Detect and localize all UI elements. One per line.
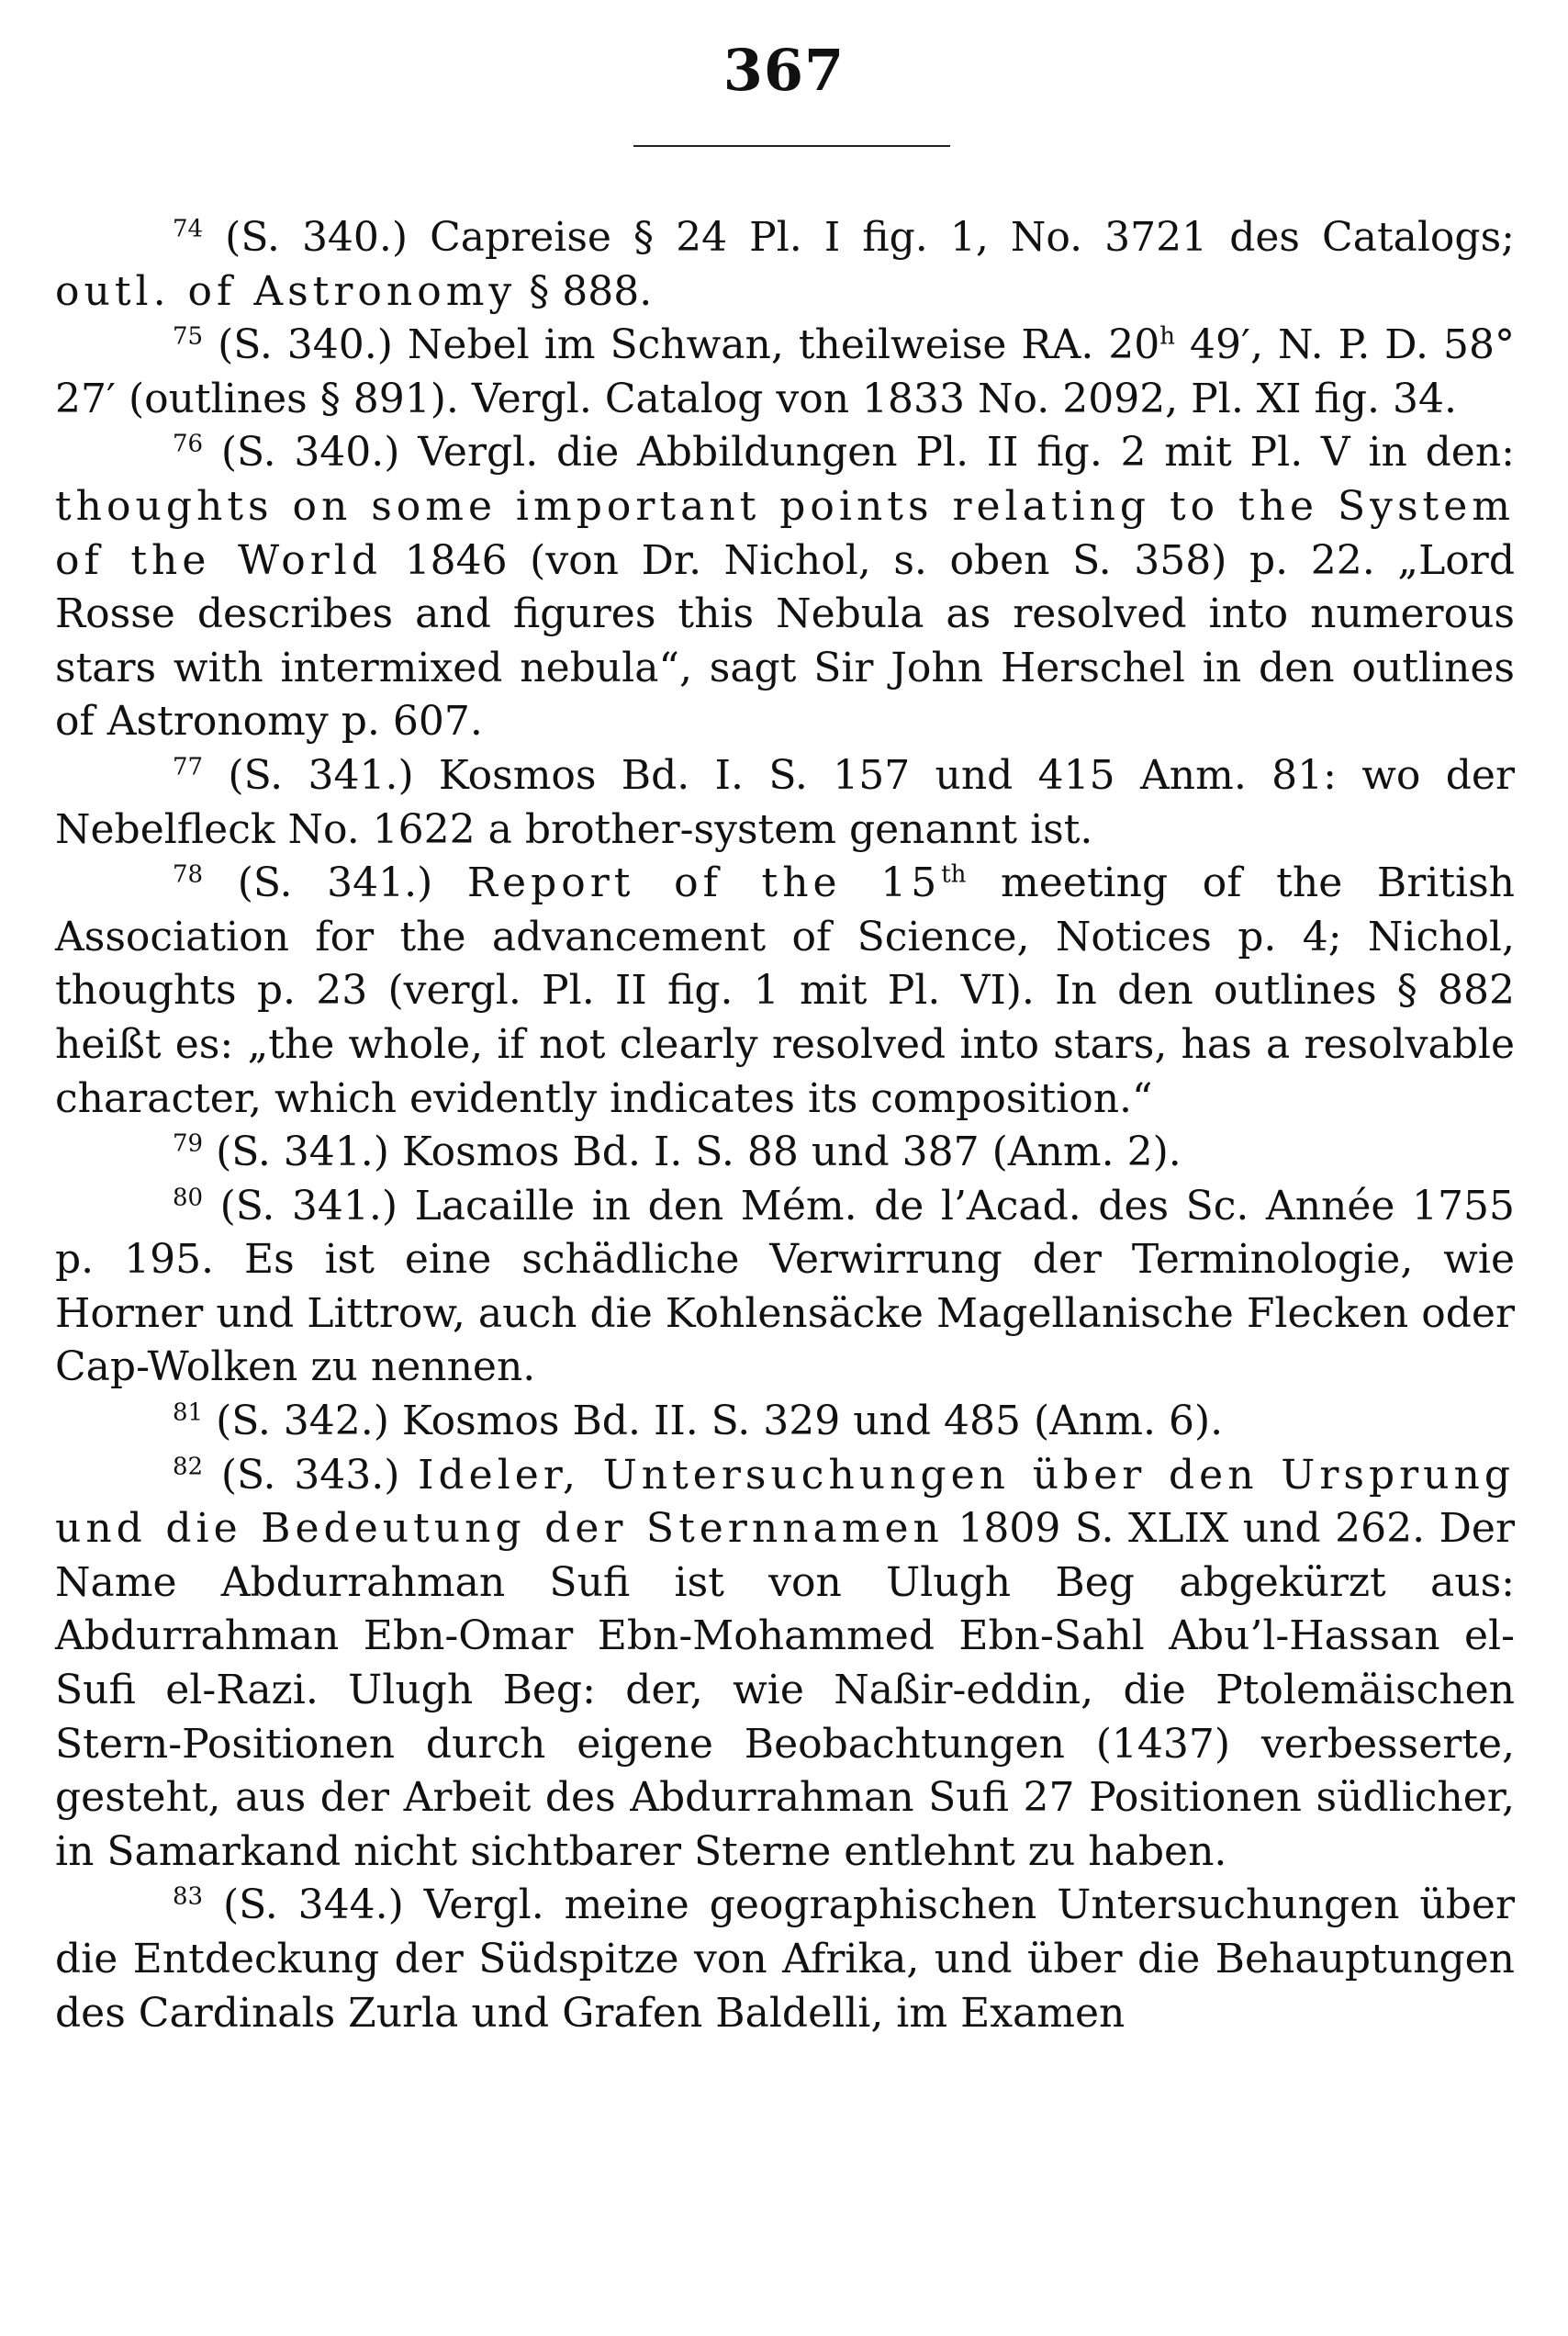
footnote-number: 77: [173, 753, 204, 781]
footnote-text: (S. 343.): [220, 1451, 419, 1499]
footnote: [55, 319, 1515, 426]
footnote-text: (S. 341.) Kosmos Bd. I. S. 88 und 387 (Anm. 2).: [216, 1129, 1182, 1176]
footnote-text: (S. 342.) Kosmos Bd. II. S. 329 und 485 (Anm. 6).: [216, 1398, 1224, 1445]
footnote-text: (S. 340.) Capreise § 24 Pl. I fig. 1, No. 3721 des Catalogs;: [225, 214, 1515, 261]
footnote-number: 83: [173, 1882, 204, 1911]
footnote-text: (S. 344.) Vergl. meine geographischen Untersuchungen über die Entdeckung der Südspitze von Afrika, und über die Behauptungen des Cardinals Zurla und Grafen Baldelli, im Examen: [55, 1881, 1515, 2037]
header-rule: [633, 145, 950, 147]
footnote: [55, 1879, 1515, 2040]
footnote-text: (S. 341.): [237, 859, 467, 907]
footnote-text-end: 49′, N. P. D. 58° 27′ (outlines § 891). Vergl. Catalog von 1833 No. 2092, Pl. XI fig. 34.: [55, 321, 1515, 422]
footnote-spaced-text: Report of the 15: [466, 859, 942, 907]
footnote-number: 78: [173, 860, 204, 889]
footnote-text-end: 1809 S. XLIX und 262. Der Name Abdurrahman Sufi ist von Ulugh Beg abgekürzt aus: Abdurrahman Ebn-Omar Ebn-Mohammed Ebn-Sahl Abu’l-Hassan el-Sufi el-Razi. Ulugh Beg: der, wie Naßir-eddin, die Ptolemäischen Stern-Positionen durch eigene Beobachtungen (1437) verbesserte, gesteht, aus der Arbeit des Abdurrahman Sufi 27 Positionen südlicher, in Samarkand nicht sichtbarer Sterne entlehnt zu haben.: [55, 1505, 1515, 1875]
footnote: [55, 857, 1515, 1126]
footnote: [55, 1395, 1515, 1449]
footnote-number: 75: [173, 322, 204, 351]
footnote: [55, 426, 1515, 749]
footnote-number: 80: [173, 1184, 204, 1212]
footnote-number: 74: [173, 215, 204, 243]
footnote-text-end: § 888.: [516, 267, 653, 315]
superscript: th: [941, 860, 967, 889]
footnote-text: (S. 340.) Vergl. die Abbildungen Pl. II fig. 2 mit Pl. V in den:: [220, 429, 1515, 477]
footnote-text: (S. 341.) Lacaille in den Mém. de l’Acad. des Sc. Année 1755 p. 195. Es ist eine schädliche Verwirrung der Terminologie, wie Horner und Littrow, auch die Kohlensäcke Magellanische Flecken oder Cap-Wolken zu nennen.: [55, 1182, 1515, 1391]
footnote-number: 82: [173, 1453, 204, 1480]
footnote: [55, 749, 1515, 857]
footnotes: [55, 211, 1515, 2040]
superscript: h: [1159, 322, 1176, 351]
footnote-text: (S. 341.) Kosmos Bd. I. S. 157 und 415 Anm. 81: wo der Nebelfleck No. 1622 a brother-system genannt ist.: [55, 751, 1515, 853]
footnote: [55, 1126, 1515, 1180]
footnote-text: (S. 340.) Nebel im Schwan, theilweise RA. 20: [218, 321, 1160, 369]
footnote-spaced-text: Ideler, Untersuchungen über den Ursprung und die Bedeutung der Sternnamen: [55, 1451, 1515, 1553]
page-number: 367: [722, 37, 846, 104]
footnote-spaced-text: thoughts on some important points relating to the System of the World: [55, 482, 1515, 584]
footnote-number: 81: [173, 1398, 204, 1427]
footnote-text-end: 1846 (von Dr. Nichol, s. oben S. 358) p. 22. „Lord Rosse describes and figures this Nebula as resolved into numerous stars with intermixed nebula“, sagt Sir John Herschel in den outlines of Astronomy p. 607.: [55, 536, 1515, 746]
footnote-spaced-text: outl. of Astronomy: [55, 267, 517, 315]
footnote-number: 79: [173, 1129, 204, 1158]
footnote: [55, 1449, 1515, 1880]
footnote: [55, 1180, 1515, 1395]
footnote: [55, 211, 1515, 319]
footnote-number: 76: [173, 430, 204, 458]
footnote-text-end: meeting of the British Association for the advancement of Science, Notices p. 4; Nichol, thoughts p. 23 (vergl. Pl. II fig. 1 mit Pl. VI). In den outlines § 882 heißt es: „the whole, if not clearly resolved into stars, has a resolvable character, which evidently indicates its composition.“: [55, 859, 1515, 1122]
